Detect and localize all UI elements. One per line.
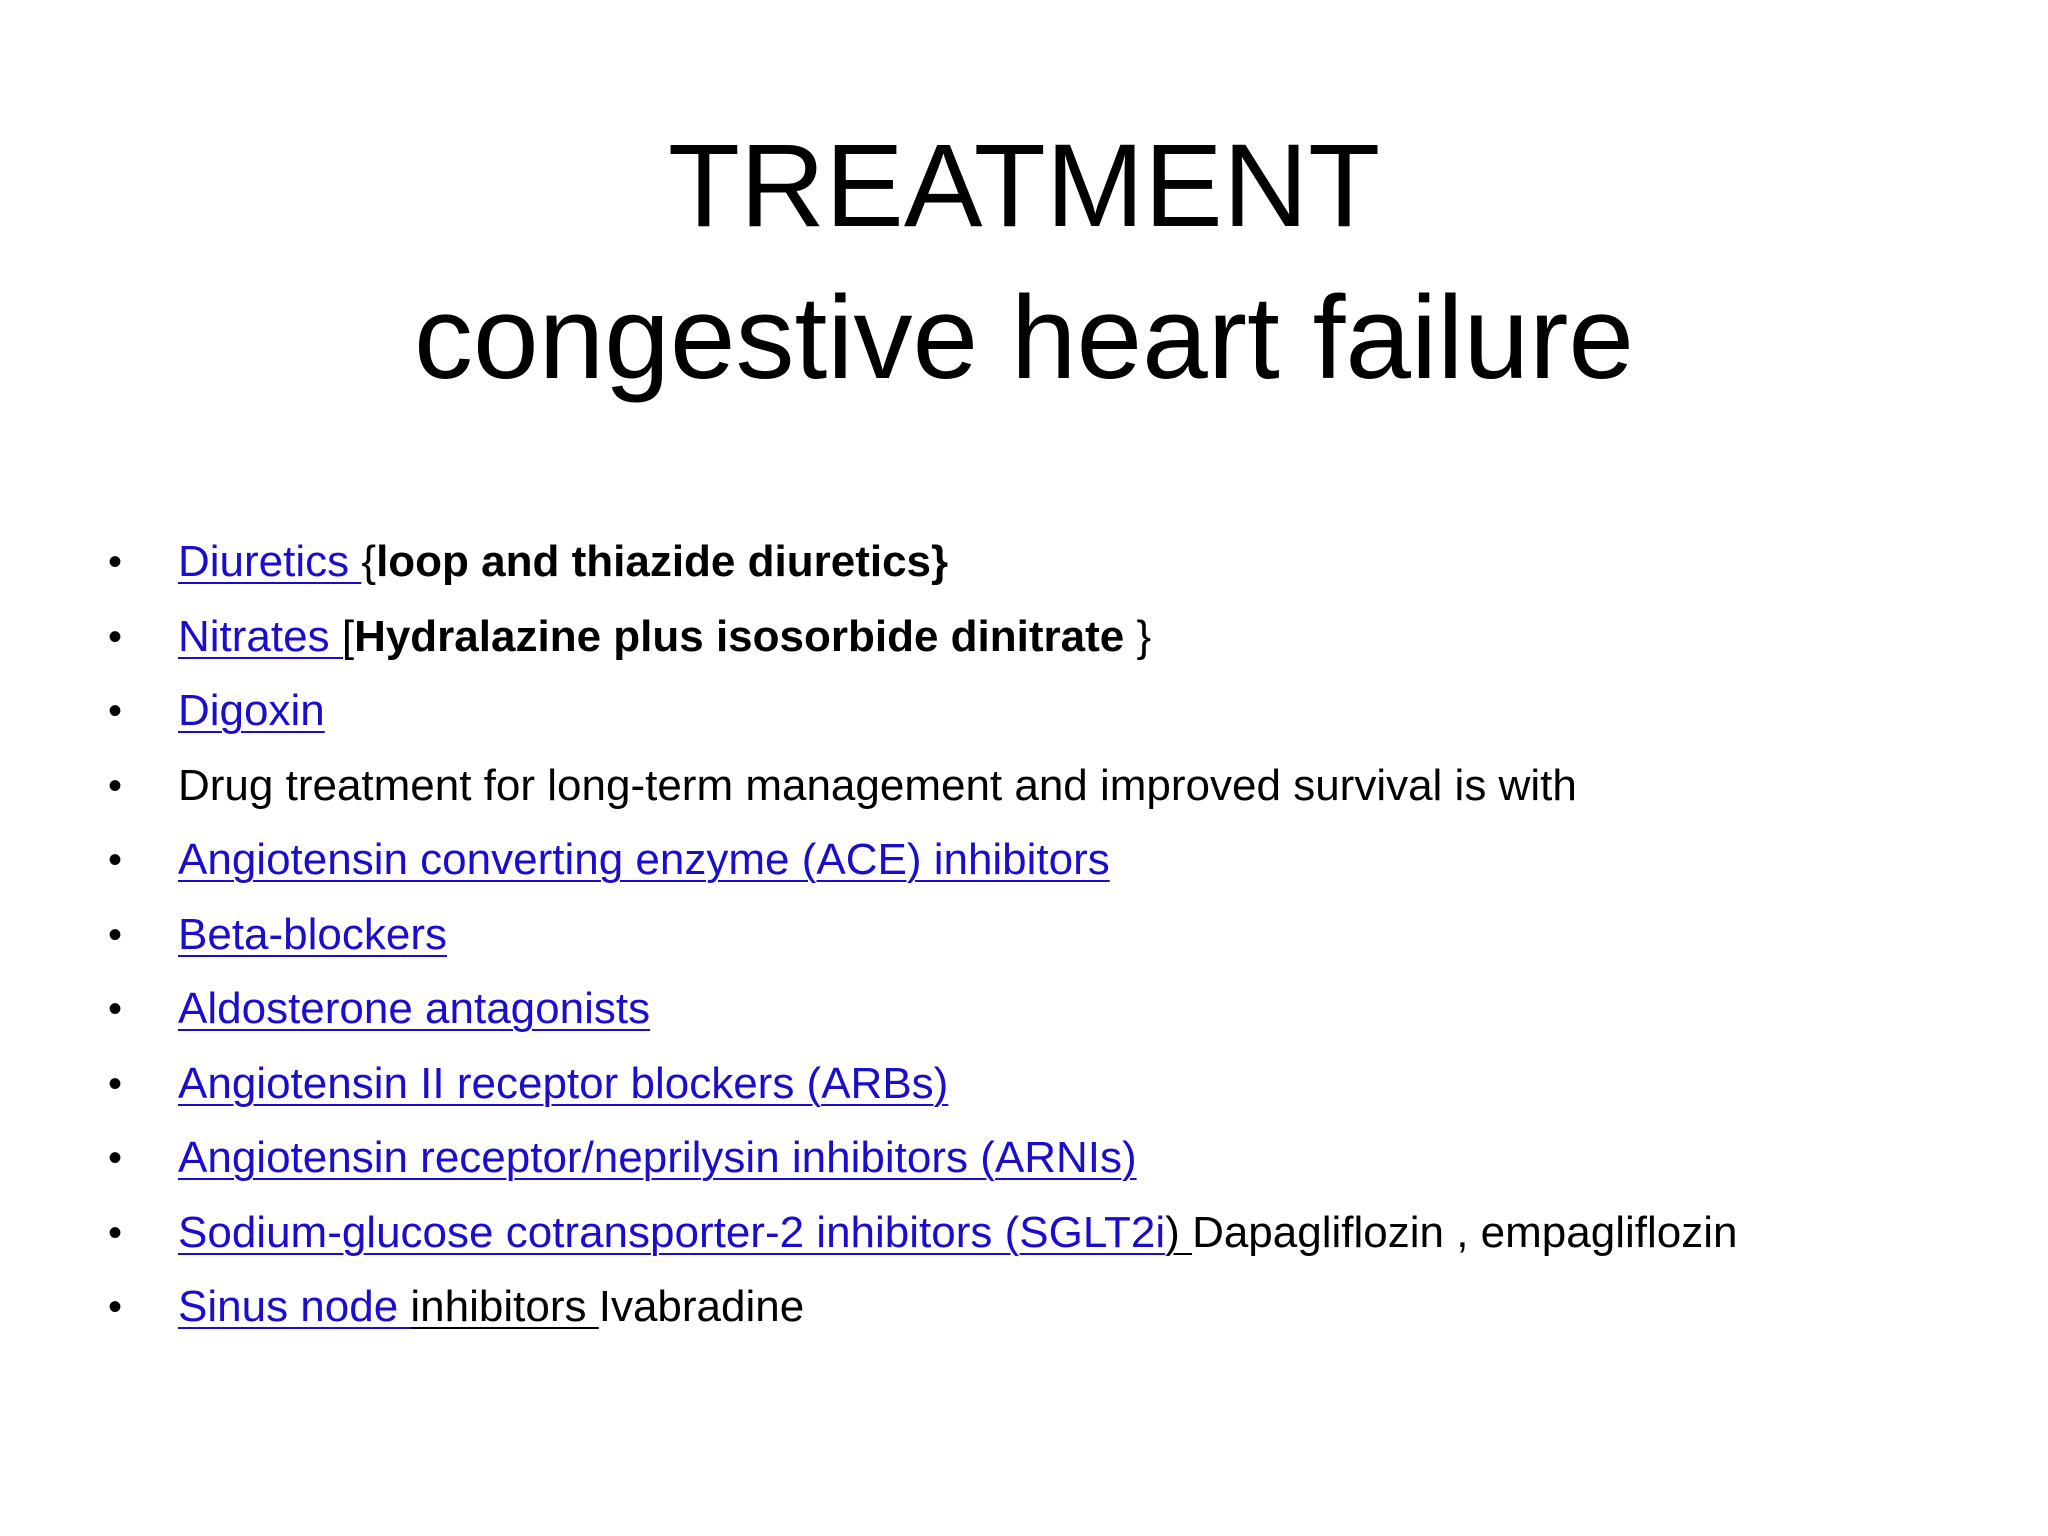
list-item-content	[178, 749, 1577, 824]
list-item-content	[178, 1270, 804, 1345]
list-item-content	[178, 600, 1151, 675]
list-item-sglt2i	[0, 1196, 2048, 1271]
bullet-icon: •	[108, 1285, 123, 1329]
slide-title	[0, 110, 2048, 414]
title-line-treatment: TREATMENT	[667, 120, 1381, 252]
list-item-arnis	[0, 1121, 2048, 1196]
treatment-list	[0, 525, 2048, 1345]
title-line-chf: congestive heart failure	[413, 272, 1635, 404]
list-item-digoxin	[0, 674, 2048, 749]
list-item-content	[178, 1196, 1737, 1271]
nitrates-detail: Hydralazine plus isosorbide dinitrate	[354, 611, 1125, 661]
list-item-diuretics	[0, 525, 2048, 600]
bullet-icon: •	[108, 540, 123, 584]
long-term-text: Drug treatment for long-term management and improved survival is with	[178, 760, 1577, 810]
ivabradine-text: Ivabradine	[598, 1282, 805, 1331]
list-item-content	[178, 1047, 948, 1122]
brace-close: }	[1124, 611, 1152, 661]
list-item-arbs	[0, 1047, 2048, 1122]
link-arnis[interactable]: Angiotensin receptor/neprilysin inhibitors (ARNIs)	[178, 1133, 1137, 1182]
link-diuretics[interactable]: Diuretics	[178, 537, 362, 586]
inhibitors-underlined: inhibitors	[410, 1282, 599, 1331]
link-arbs[interactable]: Angiotensin II receptor blockers (ARBs)	[178, 1058, 949, 1108]
list-item-nitrates	[0, 600, 2048, 675]
bullet-icon: •	[108, 1061, 123, 1106]
link-aldosterone-antagonists[interactable]: Aldosterone antagonists	[178, 984, 651, 1033]
bullet-icon: •	[108, 763, 123, 808]
list-item-ace-inhibitors	[0, 823, 2048, 898]
bullet-icon: •	[108, 912, 123, 957]
bullet-icon: •	[108, 987, 123, 1031]
paren-close: )	[1165, 1207, 1193, 1257]
list-item-long-term	[0, 749, 2048, 824]
bullet-icon: •	[108, 838, 123, 882]
link-digoxin[interactable]: Digoxin	[178, 686, 325, 735]
list-item-content	[178, 972, 650, 1047]
list-item-beta-blockers	[0, 898, 2048, 973]
bullet-icon: •	[108, 689, 123, 733]
list-item-content	[178, 823, 1110, 898]
brace-open: {	[361, 537, 377, 586]
sglt2i-drugs: Dapagliflozin , empagliflozin	[1192, 1207, 1738, 1257]
list-item-sinus-node	[0, 1270, 2048, 1345]
diuretics-detail: loop and thiazide diuretics}	[376, 537, 949, 586]
link-nitrates[interactable]: Nitrates	[178, 611, 342, 661]
link-beta-blockers[interactable]: Beta-blockers	[178, 909, 448, 959]
bracket-open: [	[341, 611, 355, 661]
bullet-icon: •	[108, 1210, 123, 1255]
bullet-icon: •	[108, 1136, 123, 1180]
list-item-content	[178, 525, 948, 600]
list-item-content	[178, 674, 325, 749]
link-sglt2i[interactable]: Sodium-glucose cotransporter-2 inhibitors (SGLT2i	[178, 1207, 1166, 1257]
list-item-aldosterone	[0, 972, 2048, 1047]
list-item-content	[178, 1121, 1137, 1196]
bullet-icon: •	[108, 614, 123, 659]
link-ace-inhibitors[interactable]: Angiotensin converting enzyme (ACE) inhibitors	[178, 835, 1110, 884]
link-sinus-node[interactable]: Sinus node	[178, 1282, 411, 1331]
list-item-content	[178, 898, 447, 973]
